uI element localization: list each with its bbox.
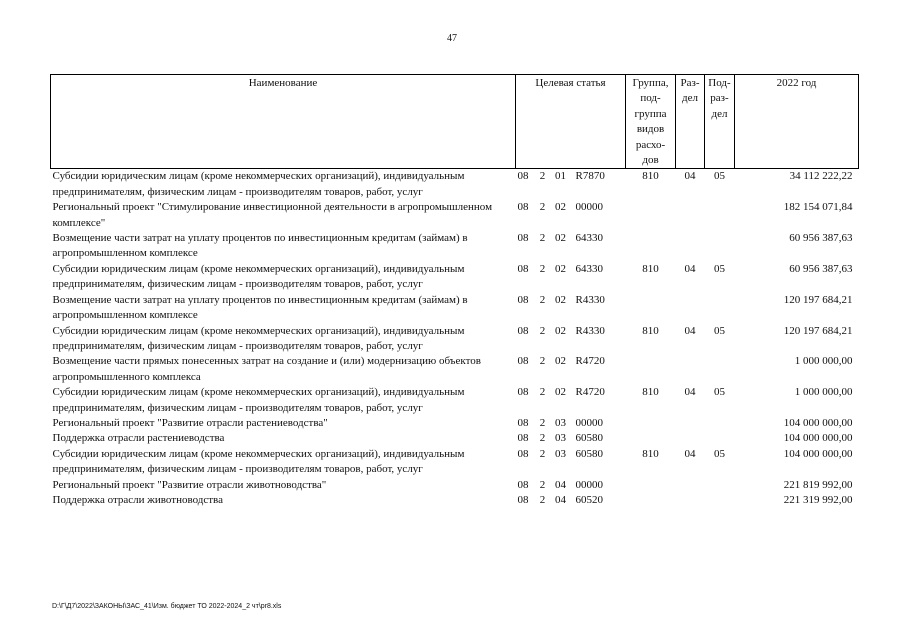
row-target-article — [516, 169, 626, 200]
row-name: Поддержка отрасли растениеводства — [52, 432, 225, 445]
row-target-article — [516, 431, 626, 446]
target-article-part-c4: R4330 — [575, 324, 605, 337]
row-target-article — [516, 478, 626, 493]
row-expense-group: 810 — [642, 170, 659, 183]
target-article-part-c1: 08 — [517, 432, 529, 445]
row-section — [676, 493, 705, 508]
target-article-part-c3: 02 — [555, 232, 566, 245]
budget-table — [50, 74, 859, 508]
row-target-article — [516, 385, 626, 416]
target-article-part-c3: 02 — [555, 324, 566, 337]
target-article-part-c3: 04 — [555, 478, 566, 491]
table-row — [51, 385, 859, 416]
target-article-part-c4: R4330 — [575, 293, 605, 306]
row-expense-group — [626, 493, 676, 508]
row-name: Региональный проект "Развитие отрасли растениеводства" — [52, 416, 328, 429]
target-article-part-c3: 04 — [555, 493, 566, 506]
target-article-part-c3: 01 — [555, 170, 566, 183]
row-target-article — [516, 324, 626, 355]
target-article-part-c4: 60580 — [575, 432, 603, 445]
table-row — [51, 416, 859, 431]
target-article-part-c3: 03 — [555, 416, 566, 429]
row-expense-group — [626, 231, 676, 262]
target-article-part-c4: 64330 — [575, 232, 603, 245]
target-article-part-c4: R7870 — [575, 170, 605, 183]
target-article-part-c1: 08 — [517, 416, 529, 429]
row-amount: 120 197 684,21 — [783, 324, 853, 337]
target-article-part-c2: 2 — [539, 478, 546, 491]
target-article-part-c2: 2 — [539, 293, 546, 306]
row-amount: 221 819 992,00 — [783, 478, 853, 491]
header-name: Наименование — [51, 75, 516, 169]
row-expense-group — [626, 354, 676, 385]
row-amount: 60 956 387,63 — [789, 232, 853, 245]
header-year-2022: 2022 год — [735, 75, 859, 169]
target-article-part-c3: 02 — [555, 293, 566, 306]
table-row — [51, 169, 859, 200]
target-article-part-c3: 02 — [555, 262, 566, 275]
target-article-part-c2: 2 — [539, 355, 546, 368]
row-subsection — [705, 293, 735, 324]
row-section: 04 — [684, 262, 696, 275]
target-article-part-c1: 08 — [517, 262, 529, 275]
row-section — [676, 478, 705, 493]
row-subsection — [705, 200, 735, 231]
row-subsection — [705, 231, 735, 262]
table-row — [51, 493, 859, 508]
target-article-part-c4: 60580 — [575, 447, 603, 460]
row-expense-group: 810 — [642, 262, 659, 275]
table-body — [51, 169, 859, 508]
row-target-article — [516, 231, 626, 262]
row-expense-group — [626, 293, 676, 324]
table-row — [51, 293, 859, 324]
row-amount: 182 154 071,84 — [783, 201, 853, 214]
row-target-article — [516, 416, 626, 431]
target-article-part-c4: 00000 — [575, 416, 603, 429]
target-article-part-c2: 2 — [539, 170, 546, 183]
target-article-part-c2: 2 — [539, 493, 546, 506]
target-article-part-c1: 08 — [517, 170, 529, 183]
row-target-article — [516, 293, 626, 324]
target-article-part-c4: 64330 — [575, 262, 603, 275]
row-name: Субсидии юридическим лицам (кроме некоммерческих организаций), индивидуальным предпринимателям, физическим лицам - производителям товаров, работ, услуг — [52, 262, 465, 291]
row-name: Региональный проект "Стимулирование инвестиционной деятельности в агропромышленном комплексе" — [52, 201, 493, 229]
page-number: 47 — [447, 33, 457, 44]
table-row — [51, 200, 859, 231]
target-article-part-c3: 02 — [555, 201, 566, 214]
row-expense-group: 810 — [642, 447, 659, 460]
row-name: Возмещение части затрат на уплату процентов по инвестиционным кредитам (займам) в агропромышленном комплексе — [52, 293, 468, 322]
target-article-part-c4: 60520 — [575, 493, 603, 506]
table-row — [51, 478, 859, 493]
row-section — [676, 354, 705, 385]
row-amount: 104 000 000,00 — [783, 432, 853, 445]
row-amount: 34 112 222,22 — [789, 170, 853, 183]
target-article-part-c4: R4720 — [575, 386, 605, 399]
row-target-article — [516, 200, 626, 231]
row-name: Субсидии юридическим лицам (кроме некоммерческих организаций), индивидуальным предпринимателям, физическим лицам - производителям товаров, работ, услуг — [52, 324, 465, 352]
row-subsection: 05 — [714, 262, 725, 275]
row-amount: 120 197 684,21 — [783, 293, 853, 306]
row-section: 04 — [684, 386, 696, 399]
row-amount: 60 956 387,63 — [789, 262, 853, 275]
row-amount: 1 000 000,00 — [794, 355, 853, 368]
target-article-part-c2: 2 — [539, 324, 546, 337]
table-row — [51, 324, 859, 355]
row-subsection — [705, 493, 735, 508]
target-article-part-c3: 02 — [555, 386, 566, 399]
table-header-row — [51, 75, 859, 169]
target-article-part-c3: 03 — [555, 447, 566, 460]
row-amount: 104 000 000,00 — [783, 447, 853, 460]
row-section: 04 — [684, 170, 696, 183]
row-name: Возмещение части затрат на уплату процентов по инвестиционным кредитам (займам) в агропромышленном комплексе — [52, 232, 468, 260]
target-article-part-c2: 2 — [539, 386, 546, 399]
row-target-article — [516, 447, 626, 478]
target-article-part-c2: 2 — [539, 432, 546, 445]
row-section: 04 — [684, 447, 696, 460]
row-amount: 104 000 000,00 — [783, 416, 853, 429]
target-article-part-c3: 02 — [555, 355, 566, 368]
target-article-part-c4: 00000 — [575, 201, 603, 214]
row-name: Региональный проект "Развитие отрасли животноводства" — [52, 478, 327, 491]
row-subsection: 05 — [714, 324, 725, 337]
target-article-part-c1: 08 — [517, 493, 529, 506]
target-article-part-c4: R4720 — [575, 355, 605, 368]
row-name: Субсидии юридическим лицам (кроме некоммерческих организаций), индивидуальным предпринимателям, физическим лицам - производителям товаров, работ, услуг — [52, 447, 465, 476]
target-article-part-c1: 08 — [517, 478, 529, 491]
row-name: Поддержка отрасли животноводства — [52, 493, 223, 506]
target-article-part-c2: 2 — [539, 262, 546, 275]
target-article-part-c4: 00000 — [575, 478, 603, 491]
table-row — [51, 431, 859, 446]
row-expense-group: 810 — [642, 324, 659, 337]
row-amount: 1 000 000,00 — [794, 386, 853, 399]
target-article-part-c1: 08 — [517, 386, 529, 399]
row-section — [676, 416, 705, 431]
row-subsection: 05 — [714, 386, 725, 399]
target-article-part-c2: 2 — [539, 447, 546, 460]
table-row — [51, 231, 859, 262]
target-article-part-c1: 08 — [517, 447, 529, 460]
row-section: 04 — [684, 324, 696, 337]
table-row — [51, 354, 859, 385]
row-amount: 221 319 992,00 — [783, 493, 853, 506]
row-section — [676, 293, 705, 324]
row-section — [676, 200, 705, 231]
row-target-article — [516, 354, 626, 385]
header-target-article: Целевая статья — [516, 75, 626, 169]
row-target-article — [516, 493, 626, 508]
row-subsection — [705, 431, 735, 446]
row-target-article — [516, 262, 626, 293]
row-subsection: 05 — [714, 447, 725, 460]
target-article-part-c1: 08 — [517, 232, 529, 245]
row-expense-group — [626, 200, 676, 231]
row-expense-group — [626, 416, 676, 431]
row-name: Возмещение части прямых понесенных затрат на создание и (или) модернизацию объектов агропромышленного комплекса — [52, 355, 481, 383]
header-section: Раз-дел — [676, 75, 705, 169]
header-subsection: Под-раз-дел — [705, 75, 735, 169]
target-article-part-c2: 2 — [539, 232, 546, 245]
target-article-part-c1: 08 — [517, 201, 529, 214]
header-expense-group: Группа, под-группа видов расхо-дов — [626, 75, 676, 169]
target-article-part-c1: 08 — [517, 355, 529, 368]
row-expense-group: 810 — [642, 386, 659, 399]
table-row — [51, 262, 859, 293]
row-section — [676, 431, 705, 446]
row-section — [676, 231, 705, 262]
target-article-part-c3: 03 — [555, 432, 566, 445]
row-subsection — [705, 416, 735, 431]
row-subsection — [705, 354, 735, 385]
row-subsection — [705, 478, 735, 493]
target-article-part-c2: 2 — [539, 201, 546, 214]
file-path-footer: D:\Г\Д7\2022\ЗАКОНЫ\ЗАС_41\Изм. бюджет ТО 2022-2024_2 чт\pr8.xls — [52, 603, 282, 610]
row-expense-group — [626, 431, 676, 446]
target-article-part-c2: 2 — [539, 416, 546, 429]
row-name: Субсидии юридическим лицам (кроме некоммерческих организаций), индивидуальным предпринимателям, физическим лицам - производителям товаров, работ, услуг — [52, 170, 465, 198]
row-expense-group — [626, 478, 676, 493]
row-name: Субсидии юридическим лицам (кроме некоммерческих организаций), индивидуальным предпринимателям, физическим лицам - производителям товаров, работ, услуг — [52, 386, 465, 414]
target-article-part-c1: 08 — [517, 324, 529, 337]
row-subsection: 05 — [714, 170, 725, 183]
table-row — [51, 447, 859, 478]
target-article-part-c1: 08 — [517, 293, 529, 306]
